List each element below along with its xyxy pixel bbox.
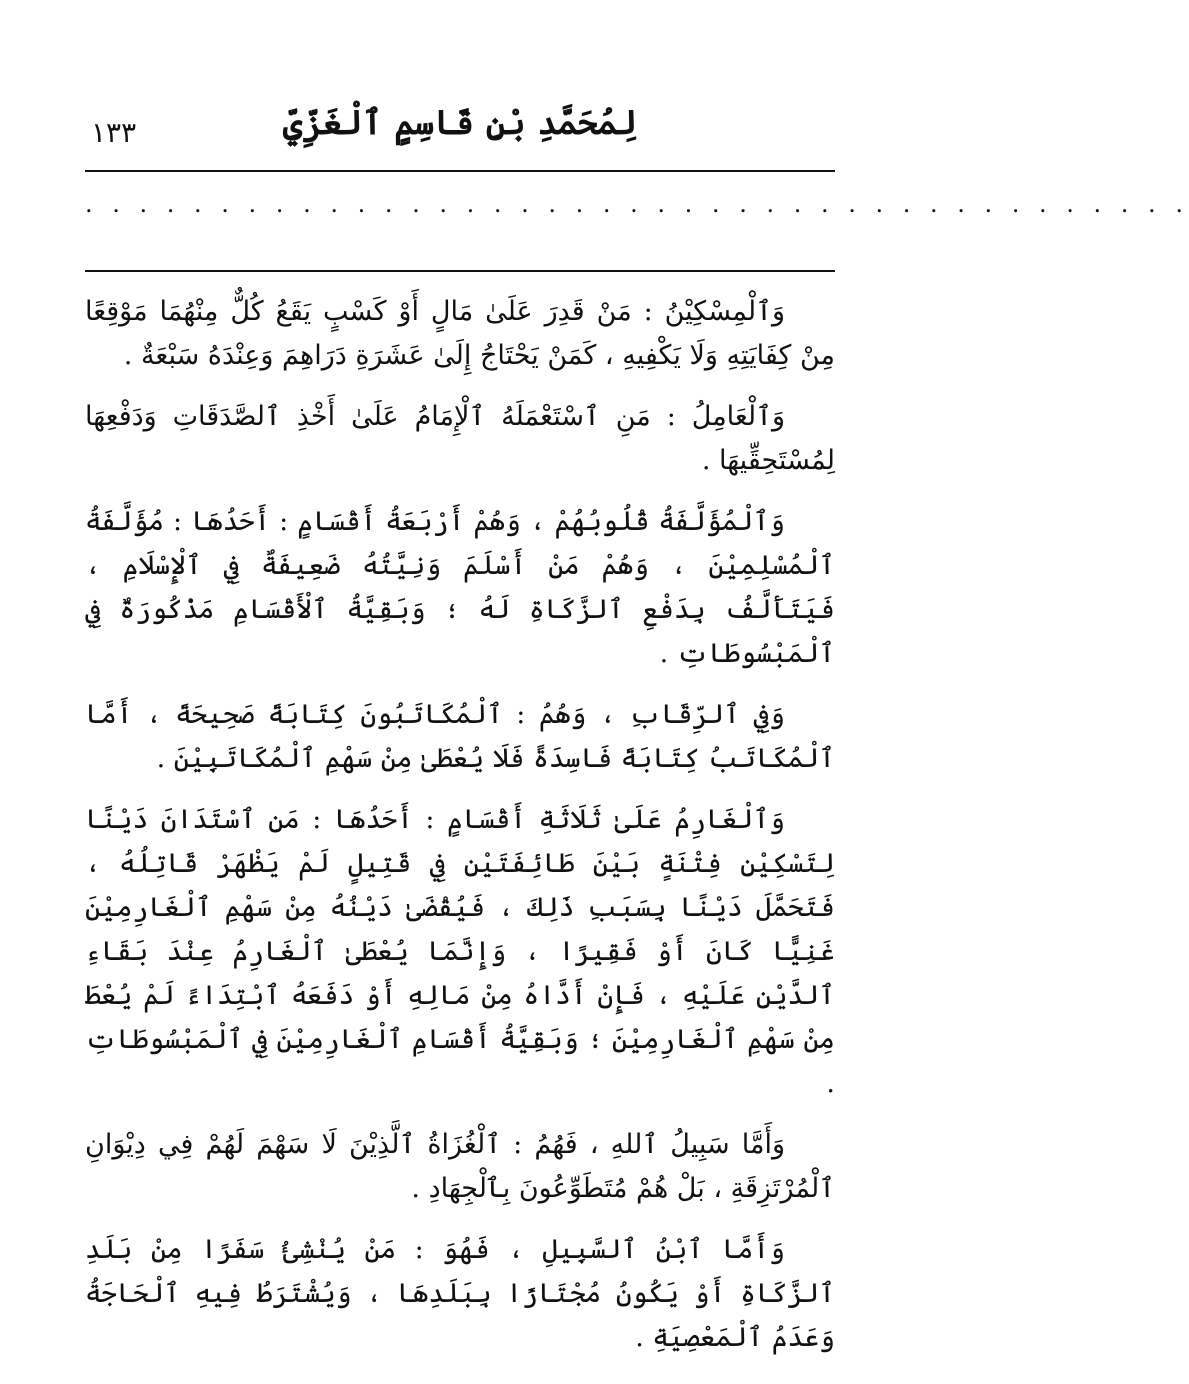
running-title: لِمُحَمَّدِ بْنِ قَاسِمٍ ٱلْغَزِّيِّ [282,103,638,143]
paragraph-ibn-sabil: وَأَمَّا ٱبْنُ ٱلسَّبِيلِ ، فَهُوَ : مَنْ يُنْشِئُ سَفَرًا مِنْ بَلَدِ ٱلزَّكَاةِ أَوْ يَكُونُ مُجْتَازًا بِبَلَدِهَا ، وَيُشْتَرَطُ فِيهِ ٱلْحَاجَةُ وَعَدَمُ ٱلْمَعْصِيَةِ . [85,1234,835,1353]
paragraph-riqab: وَفِي ٱلرِّقَابِ ، وَهُمُ : ٱلْمُكَاتَبُونَ كِتَابَةً صَحِيحَةً ، أَمَّا ٱلْمُكَاتَبُ كِتَابَةً فَاسِدَةً فَلَا يُعْطَىٰ مِنْ سَهْمِ ٱلْمُكَاتَبِيْنَ . [85,699,835,774]
separator-rule [85,270,835,272]
body-text [85,290,835,1377]
paragraph-amil: وَٱلْعَامِلُ : مَنِ ٱسْتَعْمَلَهُ ٱلْإِمَامُ عَلَىٰ أَخْذِ ٱلصَّدَقَاتِ وَدَفْعِهَا لِمُسْتَحِقِّيهَا . [85,401,835,476]
page-header [85,96,835,166]
paragraph-gharim: وَٱلْغَارِمُ عَلَىٰ ثَلَاثَةِ أَقْسَامٍ : أَحَدُهَا : مَنِ ٱسْتَدَانَ دَيْنًا لِتَسْكِيْنِ فِتْنَةٍ بَيْنَ طَائِفَتَيْنِ فِي قَتِيلٍ لَمْ يَظْهَرْ قَاتِلُهُ ، فَتَحَمَّلَ دَيْنًا بِسَبَبِ ذَلِكَ ، فَيُقْضَىٰ دَيْنُهُ مِنْ سَهْمِ ٱلْغَارِمِيْنَ غَنِيًّا كَانَ أَوْ فَقِيرًا ، وَإِنَّمَا يُعْطَىٰ ٱلْغَارِمُ عِنْدَ بَقَاءِ ٱلدَّيْنِ عَلَيْهِ ، فَإِنْ أَدَّاهُ مِنْ مَالِهِ أَوْ دَفَعَهُ ٱبْتِدَاءً لَمْ يُعْطَ مِنْ سَهْمِ ٱلْغَارِمِيْنَ ؛ وَبَقِيَّةُ أَقْسَامِ ٱلْغَارِمِيْنَ فِي ٱلْمَبْسُوطَاتِ . [85,804,835,1099]
omission-dots: . . . . . . . . . . . . . . . . . . . . . . . . . . . . . . . . . . . . . . . . . [85,190,1189,218]
page-number: ١٣٣ [91,116,137,149]
paragraph-miskin: وَٱلْمِسْكِيْنُ : مَنْ قَدِرَ عَلَىٰ مَالٍ أَوْ كَسْبٍ يَقَعُ كُلٌّ مِنْهُمَا مَوْقِعًا مِنْ كِفَايَتِهِ وَلَا يَكْفِيهِ ، كَمَنْ يَحْتَاجُ إِلَىٰ عَشَرَةِ دَرَاهِمَ وَعِنْدَهُ سَبْعَةٌ . [85,296,835,371]
header-rule [85,170,835,172]
paragraph-sabilillah: وَأَمَّا سَبِيلُ ٱللهِ ، فَهُمُ : ٱلْغُزَاةُ ٱلَّذِيْنَ لَا سَهْمَ لَهُمْ فِي دِيْوَانِ ٱلْمُرْتَزِقَةِ ، بَلْ هُمْ مُتَطَوِّعُونَ بِٱلْجِهَادِ . [85,1129,835,1204]
paragraph-muallafa: وَٱلْمُؤَلَّفَةُ قُلُوبُهُمْ ، وَهُمْ أَرْبَعَةُ أَقْسَامٍ : أَحَدُهَا : مُؤَلَّفَةُ ٱلْمُسْلِمِيْنَ ، وَهُمْ مَنْ أَسْلَمَ وَنِيَّتُهُ ضَعِيفَةٌ فِي ٱلْإِسْلَامِ ، فَيَتَأَلَّفُ بِدَفْعِ ٱلزَّكَاةِ لَهُ ؛ وَبَقِيَّةُ ٱلْأَقْسَامِ مَذْكُورَةٌ فِي ٱلْمَبْسُوطَاتِ . [85,506,835,669]
